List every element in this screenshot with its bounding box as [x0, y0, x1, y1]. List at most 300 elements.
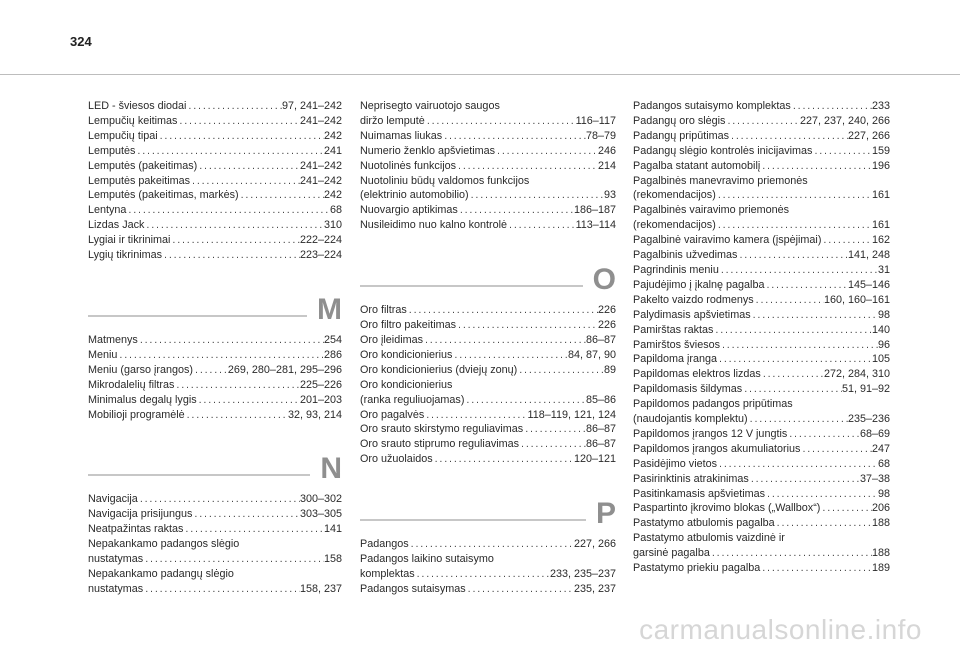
- dot-leader: [765, 487, 878, 502]
- letter-p: P: [595, 497, 616, 531]
- index-group-o: [360, 303, 616, 467]
- index-entry: [633, 338, 890, 353]
- index-entry-pages: 84, 87, 90: [567, 348, 616, 361]
- dot-leader: [409, 537, 574, 552]
- index-entry: [360, 303, 616, 318]
- index-entry-term: Lemputės (pakeitimas, markės): [88, 189, 239, 202]
- index-entry: [633, 501, 890, 516]
- index-entry-term: Pastatymo atbulomis vaizdinė ir: [633, 532, 785, 545]
- index-entry: [633, 159, 890, 174]
- letter-heading-n: [88, 454, 342, 484]
- index-entry-term: Papildomos įrangos 12 V jungtis: [633, 427, 788, 440]
- index-entry-term: Navigacija: [88, 493, 138, 506]
- dot-leader: [751, 308, 878, 323]
- index-entry: [633, 278, 890, 293]
- index-entry-term: Nepakankamo padangos slėgio: [88, 538, 240, 551]
- dot-leader: [466, 582, 574, 597]
- index-entry-pages: 241–242: [299, 114, 342, 127]
- index-entry-pages: 31: [877, 263, 890, 276]
- index-entry-term: Pamirštos šviesos: [633, 338, 720, 351]
- dot-leader: [126, 203, 330, 218]
- index-entry: [88, 333, 342, 348]
- index-group-p-cont: [633, 99, 890, 576]
- letter-divider: [88, 474, 310, 476]
- index-entry-term: Oro srauto skirstymo reguliavimas: [360, 423, 524, 436]
- index-entry: [633, 129, 890, 144]
- dot-leader: [713, 323, 872, 338]
- index-entry-pages: 68–69: [859, 427, 890, 440]
- index-entry-pages: 226: [597, 319, 616, 332]
- letter-divider: [360, 285, 583, 287]
- index-entry: [633, 188, 890, 203]
- index-entry-term: Padangos sutaisymas: [360, 582, 466, 595]
- index-entry: [88, 537, 342, 552]
- index-entry: [360, 333, 616, 348]
- index-entry: [633, 308, 890, 323]
- dot-leader: [407, 303, 598, 318]
- index-entry-term: Lempučių tipai: [88, 129, 158, 142]
- index-entry-pages: 222–224: [299, 234, 342, 247]
- index-entry-pages: 235, 237: [573, 582, 616, 595]
- dot-leader: [742, 382, 842, 397]
- index-entry-term: Mobilioji programėlė: [88, 408, 185, 421]
- dot-leader: [464, 393, 586, 408]
- index-entry: [88, 492, 342, 507]
- index-entry-pages: 223–224: [299, 249, 342, 262]
- dot-leader: [170, 233, 300, 248]
- index-entry-pages: 96: [877, 338, 890, 351]
- watermark: carmanualsonline.info: [639, 614, 922, 645]
- index-entry-term: Nepakankamo padangų slėgio: [88, 567, 234, 580]
- index-entry: [88, 159, 342, 174]
- index-entry-term: Nuovargio aptikimas: [360, 204, 458, 217]
- index-entry: [633, 99, 890, 114]
- dot-leader: [791, 99, 872, 114]
- index-entry-term: (rekomendacijos): [633, 219, 716, 232]
- index-entry-term: Papildomos padangos pripūtimas: [633, 398, 793, 411]
- index-entry-pages: 158: [323, 553, 342, 566]
- dot-leader: [517, 363, 604, 378]
- index-entry: [633, 427, 890, 442]
- dot-leader: [800, 442, 872, 457]
- dot-leader: [761, 367, 824, 382]
- dot-leader: [192, 507, 300, 522]
- index-entry-term: Oro filtro pakeitimas: [360, 319, 457, 332]
- page-number: 324: [70, 34, 92, 49]
- index-entry-pages: 161: [871, 219, 890, 232]
- index-entry-term: Pagalbinis užvedimas: [633, 249, 738, 262]
- index-entry-pages: 272, 284, 310: [823, 368, 890, 381]
- index-entry: [88, 203, 342, 218]
- index-entry-term: nustatymas: [88, 582, 144, 595]
- index-entry-pages: 241–242: [299, 174, 342, 187]
- index-entry-pages: 145–146: [847, 278, 890, 291]
- index-entry: [88, 233, 342, 248]
- dot-leader: [507, 218, 576, 233]
- index-entry: [360, 159, 616, 174]
- index-entry: [360, 552, 616, 567]
- index-entry: [88, 408, 342, 423]
- index-entry-pages: 300–302: [299, 493, 342, 506]
- index-entry-term: Oro srauto stiprumo reguliavimas: [360, 438, 520, 451]
- index-entry-pages: 235–236: [847, 413, 890, 426]
- dot-leader: [183, 522, 324, 537]
- index-entry-pages: 201–203: [299, 393, 342, 406]
- dot-leader: [519, 437, 586, 452]
- index-entry-term: Lemputės pakeitimas: [88, 174, 191, 187]
- dot-leader: [737, 248, 848, 263]
- index-entry-pages: 85–86: [585, 393, 616, 406]
- index-entry: [88, 363, 342, 378]
- index-entry-term: Palydimasis apšvietimas: [633, 308, 751, 321]
- index-entry: [360, 144, 616, 159]
- dot-leader: [716, 188, 872, 203]
- index-entry-term: Meniu (garso įrangos): [88, 363, 194, 376]
- index-entry-term: Oro kondicionierius: [360, 378, 453, 391]
- index-entry: [88, 348, 342, 363]
- dot-leader: [143, 582, 300, 597]
- index-entry-term: Papildomas elektros lizdas: [633, 368, 761, 381]
- letter-divider: [88, 315, 307, 317]
- index-entry-pages: 140: [871, 323, 890, 336]
- index-entry: [633, 546, 890, 561]
- index-entry-pages: 241: [323, 144, 342, 157]
- dot-leader: [158, 129, 324, 144]
- dot-leader: [456, 159, 598, 174]
- index-entry-pages: 78–79: [585, 129, 616, 142]
- index-entry-term: Lizdas Jack: [88, 219, 145, 232]
- index-entry: [360, 422, 616, 437]
- index-entry-term: Lempučių keitimas: [88, 114, 178, 127]
- index-column-1: [88, 99, 342, 597]
- index-entry-term: LED - šviesos diodai: [88, 100, 187, 112]
- dot-leader: [760, 159, 872, 174]
- index-entry-term: Pasidėjimo vietos: [633, 457, 718, 470]
- letter-heading-m: [88, 292, 342, 326]
- index-entry-pages: 113–114: [575, 219, 616, 232]
- index-entry-term: Oro įleidimas: [360, 333, 423, 346]
- dot-leader: [710, 546, 872, 561]
- index-entry-pages: 286: [323, 348, 342, 361]
- index-entry-term: (elektrinio automobilio): [360, 189, 469, 202]
- index-entry: [633, 203, 890, 218]
- index-entry: [633, 352, 890, 367]
- index-entry-term: Pasirinktinis atrakinimas: [633, 472, 749, 485]
- index-entry: [88, 393, 342, 408]
- index-entry-pages: 37–38: [859, 472, 890, 485]
- index-entry-pages: 227, 237, 240, 266: [799, 114, 890, 127]
- index-entry-pages: 89: [603, 363, 616, 376]
- index-entry-pages: 226: [597, 304, 616, 317]
- index-entry-term: Padangos sutaisymo komplektas: [633, 100, 791, 112]
- index-entry-pages: 98: [877, 487, 890, 500]
- dot-leader: [717, 352, 872, 367]
- dot-leader: [143, 552, 324, 567]
- index-entry-pages: 206: [871, 502, 890, 515]
- index-entry-pages: 68: [329, 204, 342, 217]
- index-entry-term: Pastatymo atbulomis pagalba: [633, 517, 775, 530]
- index-entry-pages: 97, 241–242: [281, 100, 342, 112]
- index-entry: [360, 408, 616, 423]
- dot-leader: [425, 114, 576, 129]
- index-entry-term: Padangų oro slėgis: [633, 114, 726, 127]
- index-entry-term: Nusileidimo nuo kalno kontrolė: [360, 219, 508, 232]
- index-entry: [633, 531, 890, 546]
- index-entry-term: Padangų pripūtimas: [633, 129, 730, 142]
- index-entry: [88, 507, 342, 522]
- dot-leader: [177, 114, 300, 129]
- index-entry-term: Navigacija prisijungus: [88, 508, 193, 521]
- index-entry: [633, 263, 890, 278]
- index-entry-pages: 118–119, 121, 124: [527, 408, 616, 421]
- index-entry-pages: 303–305: [299, 508, 342, 521]
- dot-leader: [720, 338, 878, 353]
- dot-leader: [821, 233, 872, 248]
- index-entry-term: Pamirštas raktas: [633, 323, 714, 336]
- index-entry-term: Oro kondicionierius: [360, 348, 453, 361]
- index-entry-term: Pajudėjimo į įkalnę pagalba: [633, 278, 765, 291]
- index-entry-pages: 225–226: [299, 378, 342, 391]
- index-entry-pages: 246: [597, 144, 616, 157]
- index-entry-pages: 98: [877, 308, 890, 321]
- index-entry-term: Papildoma įranga: [633, 353, 718, 366]
- dot-leader: [117, 348, 324, 363]
- index-entry-pages: 116–117: [575, 114, 616, 127]
- index-entry-term: Lemputės (pakeitimas): [88, 159, 198, 172]
- index-entry: [88, 552, 342, 567]
- index-entry-term: Lentyna: [88, 204, 127, 217]
- index-entry: [633, 367, 890, 382]
- index-entry-term: Oro pagalvės: [360, 408, 425, 421]
- index-entry-term: Minimalus degalų lygis: [88, 393, 197, 406]
- index-entry: [360, 174, 616, 189]
- index-group-l: [88, 99, 342, 263]
- index-entry-term: Neprisegto vairuotojo saugos: [360, 100, 500, 112]
- index-entry-pages: 160, 160–161: [823, 293, 890, 306]
- index-entry: [633, 248, 890, 263]
- index-entry-pages: 159: [871, 144, 890, 157]
- index-entry-pages: 32, 93, 214: [287, 408, 342, 421]
- index-entry: [633, 174, 890, 189]
- dot-leader: [749, 472, 860, 487]
- index-entry: [88, 218, 342, 233]
- index-entry: [360, 129, 616, 144]
- index-entry-pages: 247: [871, 442, 890, 455]
- index-entry-pages: 242: [323, 129, 342, 142]
- dot-leader: [456, 318, 598, 333]
- index-entry-pages: 105: [871, 353, 890, 366]
- index-entry: [633, 382, 890, 397]
- index-entry-pages: 242: [323, 189, 342, 202]
- dot-leader: [423, 333, 586, 348]
- dot-leader: [495, 144, 598, 159]
- index-entry-term: Oro užuolaidos: [360, 453, 433, 466]
- index-entry-term: (naudojantis komplektu): [633, 413, 748, 426]
- index-entry: [633, 442, 890, 457]
- dot-leader: [775, 516, 872, 531]
- index-entry-term: Nuotolinės funkcijos: [360, 159, 457, 172]
- index-entry: [633, 397, 890, 412]
- index-entry-pages: 86–87: [585, 333, 616, 346]
- index-entry: [633, 516, 890, 531]
- index-group-n-cont: [360, 99, 616, 233]
- dot-leader: [820, 501, 872, 516]
- dot-leader: [144, 218, 324, 233]
- index-entry: [633, 144, 890, 159]
- index-entry-pages: 196: [871, 159, 890, 172]
- index-entry-pages: 120–121: [573, 453, 616, 466]
- index-entry-term: Lygiai ir tikrinimai: [88, 234, 171, 247]
- index-entry-term: Neatpažintas raktas: [88, 523, 184, 536]
- dot-leader: [138, 333, 324, 348]
- dot-leader: [760, 561, 872, 576]
- index-entry-term: Pagalbinės manevravimo priemonės: [633, 174, 808, 187]
- index-entry-pages: 189: [871, 562, 890, 575]
- letter-o: O: [592, 263, 616, 297]
- dot-leader: [185, 408, 288, 423]
- index-entry: [633, 114, 890, 129]
- index-entry: [360, 452, 616, 467]
- index-entry: [88, 522, 342, 537]
- index-entry: [360, 203, 616, 218]
- index-entry-term: Pastatymo priekiu pagalba: [633, 562, 761, 575]
- index-entry: [360, 378, 616, 393]
- dot-leader: [458, 203, 574, 218]
- index-entry-pages: 241–242: [299, 159, 342, 172]
- index-entry-term: Padangos laikino sutaisymo: [360, 553, 494, 566]
- index-entry-term: Meniu: [88, 348, 118, 361]
- dot-leader: [138, 492, 300, 507]
- dot-leader: [433, 452, 574, 467]
- index-entry: [360, 567, 616, 582]
- index-group-n: [88, 492, 342, 596]
- index-entry-pages: 51, 91–92: [841, 383, 890, 396]
- index-entry-pages: 186–187: [573, 204, 616, 217]
- index-entry-term: Paspartinto įkrovimo blokas („Wallbox“): [633, 502, 821, 515]
- index-entry: [88, 567, 342, 582]
- index-entry: [360, 437, 616, 452]
- index-entry-pages: 93: [603, 189, 616, 202]
- index-entry: [633, 323, 890, 338]
- dot-leader: [716, 218, 872, 233]
- letter-heading-o: [360, 265, 616, 295]
- dot-leader: [764, 278, 848, 293]
- index-entry: [633, 293, 890, 308]
- index-entry-term: Nuimamas liukas: [360, 129, 443, 142]
- dot-leader: [197, 159, 300, 174]
- index-entry-term: garsinė pagalba: [633, 547, 710, 560]
- index-entry: [633, 218, 890, 233]
- dot-leader: [174, 378, 300, 393]
- index-entry: [360, 393, 616, 408]
- index-entry-term: Lygių tikrinimas: [88, 249, 163, 262]
- index-entry-pages: 233: [871, 100, 890, 112]
- index-entry: [88, 248, 342, 263]
- index-entry-pages: 68: [877, 457, 890, 470]
- dot-leader: [719, 263, 878, 278]
- index-entry-term: diržo lemputė: [360, 114, 425, 127]
- index-entry-term: Pagrindinis meniu: [633, 263, 719, 276]
- index-entry-term: (ranka reguliuojamas): [360, 393, 465, 406]
- letter-m: M: [317, 292, 342, 326]
- index-entry-pages: 158, 237: [299, 582, 342, 595]
- dot-leader: [452, 348, 568, 363]
- dot-leader: [787, 427, 860, 442]
- index-entry-term: Pasitinkamasis apšvietimas: [633, 487, 766, 500]
- index-entry: [360, 99, 616, 114]
- index-entry: [360, 348, 616, 363]
- index-entry: [633, 233, 890, 248]
- dot-leader: [186, 99, 282, 114]
- dot-leader: [162, 248, 300, 263]
- index-entry-term: komplektas: [360, 567, 415, 580]
- dot-leader: [469, 188, 604, 203]
- dot-leader: [190, 174, 300, 189]
- index-entry-pages: 214: [597, 159, 616, 172]
- index-entry-pages: 141, 248: [847, 249, 890, 262]
- index-entry: [360, 537, 616, 552]
- index-entry-term: Mikrodalelių filtras: [88, 378, 175, 391]
- index-entry-pages: 141: [323, 523, 342, 536]
- index-entry-term: Pagalba statant automobilį: [633, 159, 761, 172]
- index-entry: [360, 114, 616, 129]
- index-entry-term: Papildomasis šildymas: [633, 383, 743, 396]
- index-entry: [360, 188, 616, 203]
- index-entry-term: (rekomendacijos): [633, 189, 716, 202]
- dot-leader: [415, 567, 550, 582]
- index-group-p: [360, 537, 616, 597]
- dot-leader: [754, 293, 824, 308]
- index-entry: [88, 144, 342, 159]
- dot-leader: [135, 144, 324, 159]
- index-entry-pages: 161: [871, 189, 890, 202]
- letter-n: N: [320, 452, 342, 486]
- letter-divider: [360, 519, 586, 521]
- index-entry-term: Pagalbinės vairavimo priemonės: [633, 204, 790, 217]
- index-entry: [88, 129, 342, 144]
- index-entry-term: Pagalbinė vairavimo kamera (įspėjimai): [633, 234, 822, 247]
- letter-heading-p: [360, 499, 616, 529]
- index-entry-pages: 310: [323, 219, 342, 232]
- index-entry: [360, 363, 616, 378]
- index-entry: [88, 114, 342, 129]
- index-entry: [88, 99, 342, 114]
- index-entry-term: Oro filtras: [360, 304, 407, 317]
- index-entry-pages: 188: [871, 547, 890, 560]
- index-entry: [633, 412, 890, 427]
- header-divider: [0, 74, 960, 75]
- index-entry-term: Nuotoliniu būdų valdomos funkcijos: [360, 174, 530, 187]
- index-entry: [633, 561, 890, 576]
- index-column-3: [633, 99, 890, 576]
- index-entry: [360, 318, 616, 333]
- index-entry-term: Oro kondicionierius (dviejų zonų): [360, 363, 518, 376]
- dot-leader: [197, 393, 300, 408]
- dot-leader: [748, 412, 848, 427]
- index-entry: [633, 472, 890, 487]
- dot-leader: [812, 144, 872, 159]
- index-entry-pages: 254: [323, 333, 342, 346]
- index-entry-term: Matmenys: [88, 333, 138, 346]
- index-entry-pages: 86–87: [585, 423, 616, 436]
- index-entry-pages: 86–87: [585, 438, 616, 451]
- dot-leader: [725, 114, 799, 129]
- index-entry-term: Padangos: [360, 538, 409, 551]
- index-entry-pages: 227, 266: [573, 538, 616, 551]
- dot-leader: [717, 457, 878, 472]
- index-entry-term: Numerio ženklo apšvietimas: [360, 144, 496, 157]
- index-entry-term: Papildomos įrangos akumuliatorius: [633, 442, 801, 455]
